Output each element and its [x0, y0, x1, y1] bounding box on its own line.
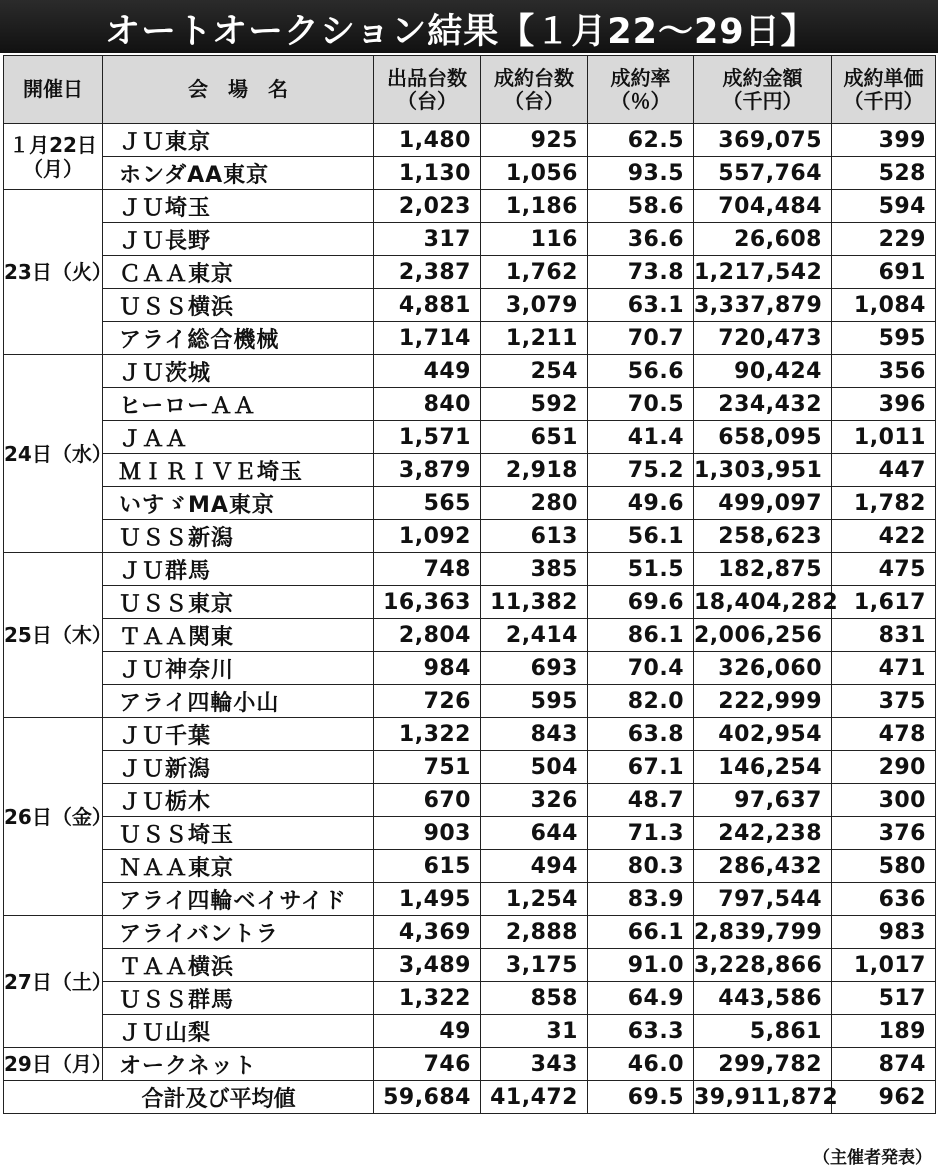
rate-cell: 66.1 [588, 916, 694, 949]
rate-cell: 62.5 [588, 124, 694, 157]
venue-cell: ヒーローＡＡ [103, 388, 374, 421]
sold-cell: 595 [481, 685, 588, 718]
sold-cell: 11,382 [481, 586, 588, 619]
venue-cell: アライバントラ [103, 916, 374, 949]
date-cell: １月22日 （月） [4, 124, 103, 190]
sold-cell: 651 [481, 421, 588, 454]
venue-cell: ＵＳＳ横浜 [103, 289, 374, 322]
amount-cell: 3,337,879 [694, 289, 832, 322]
table-row [4, 322, 936, 355]
amount-cell: 797,544 [694, 883, 832, 916]
venue-cell: ＵＳＳ東京 [103, 586, 374, 619]
listed-cell: 3,489 [374, 949, 481, 982]
amount-cell: 242,238 [694, 817, 832, 850]
table-row [4, 520, 936, 553]
listed-cell: 317 [374, 223, 481, 256]
sold-cell: 343 [481, 1048, 588, 1081]
table-row [4, 619, 936, 652]
listed-cell: 3,879 [374, 454, 481, 487]
amount-cell: 443,586 [694, 982, 832, 1015]
unit-cell: 517 [832, 982, 936, 1015]
table-row [4, 553, 936, 586]
total-listed-cell: 59,684 [374, 1081, 481, 1114]
listed-cell: 670 [374, 784, 481, 817]
table-row [4, 289, 936, 322]
rate-cell: 86.1 [588, 619, 694, 652]
unit-cell: 447 [832, 454, 936, 487]
amount-cell: 182,875 [694, 553, 832, 586]
header-rate: 成約率 （％） [588, 56, 694, 124]
rate-cell: 63.1 [588, 289, 694, 322]
listed-cell: 49 [374, 1015, 481, 1048]
rate-cell: 71.3 [588, 817, 694, 850]
total-label: 合計及び平均値 [4, 1081, 374, 1114]
rate-cell: 36.6 [588, 223, 694, 256]
venue-cell: ＣＡＡ東京 [103, 256, 374, 289]
venue-cell: ＪＵ千葉 [103, 718, 374, 751]
venue-cell: ＵＳＳ埼玉 [103, 817, 374, 850]
table-row [4, 883, 936, 916]
rate-cell: 64.9 [588, 982, 694, 1015]
listed-cell: 4,369 [374, 916, 481, 949]
listed-cell: 615 [374, 850, 481, 883]
rate-cell: 69.6 [588, 586, 694, 619]
venue-cell: ＴＡＡ関東 [103, 619, 374, 652]
sold-cell: 2,414 [481, 619, 588, 652]
sold-cell: 925 [481, 124, 588, 157]
rate-cell: 63.8 [588, 718, 694, 751]
venue-cell: ＪＡＡ [103, 421, 374, 454]
sold-cell: 858 [481, 982, 588, 1015]
date-cell: 24日（水） [4, 355, 103, 553]
listed-cell: 2,387 [374, 256, 481, 289]
amount-cell: 658,095 [694, 421, 832, 454]
amount-cell: 222,999 [694, 685, 832, 718]
rate-cell: 49.6 [588, 487, 694, 520]
listed-cell: 903 [374, 817, 481, 850]
table-row [4, 256, 936, 289]
rate-cell: 46.0 [588, 1048, 694, 1081]
rate-cell: 56.1 [588, 520, 694, 553]
header-sold: 成約台数 （台） [481, 56, 588, 124]
venue-cell: オークネット [103, 1048, 374, 1081]
sold-cell: 644 [481, 817, 588, 850]
table-row [4, 487, 936, 520]
header-date: 開催日 [4, 56, 103, 124]
table-row [4, 157, 936, 190]
amount-cell: 499,097 [694, 487, 832, 520]
total-row [4, 1081, 936, 1114]
rate-cell: 41.4 [588, 421, 694, 454]
venue-cell: ＵＳＳ群馬 [103, 982, 374, 1015]
sold-cell: 494 [481, 850, 588, 883]
amount-cell: 326,060 [694, 652, 832, 685]
sold-cell: 504 [481, 751, 588, 784]
unit-cell: 691 [832, 256, 936, 289]
unit-cell: 1,617 [832, 586, 936, 619]
unit-cell: 874 [832, 1048, 936, 1081]
amount-cell: 402,954 [694, 718, 832, 751]
listed-cell: 1,714 [374, 322, 481, 355]
venue-cell: ＪＵ新潟 [103, 751, 374, 784]
table-row [4, 685, 936, 718]
table-row [4, 784, 936, 817]
table-row [4, 1048, 936, 1081]
page-title: オートオークション結果【１月22～29日】 [105, 12, 817, 52]
listed-cell: 2,023 [374, 190, 481, 223]
listed-cell: 449 [374, 355, 481, 388]
rate-cell: 75.2 [588, 454, 694, 487]
unit-cell: 290 [832, 751, 936, 784]
unit-cell: 528 [832, 157, 936, 190]
sold-cell: 1,211 [481, 322, 588, 355]
amount-cell: 234,432 [694, 388, 832, 421]
amount-cell: 2,006,256 [694, 619, 832, 652]
amount-cell: 258,623 [694, 520, 832, 553]
venue-cell: アライ四輪小山 [103, 685, 374, 718]
rate-cell: 82.0 [588, 685, 694, 718]
amount-cell: 97,637 [694, 784, 832, 817]
rate-cell: 48.7 [588, 784, 694, 817]
date-cell: 27日（土） [4, 916, 103, 1048]
sold-cell: 3,079 [481, 289, 588, 322]
table-row [4, 388, 936, 421]
listed-cell: 2,804 [374, 619, 481, 652]
amount-cell: 1,303,951 [694, 454, 832, 487]
auction-results-table [3, 55, 936, 1114]
title-bar [0, 0, 938, 53]
unit-cell: 422 [832, 520, 936, 553]
rate-cell: 73.8 [588, 256, 694, 289]
rate-cell: 83.9 [588, 883, 694, 916]
listed-cell: 751 [374, 751, 481, 784]
unit-cell: 475 [832, 553, 936, 586]
unit-cell: 471 [832, 652, 936, 685]
header-venue: 会 場 名 [103, 56, 374, 124]
unit-cell: 580 [832, 850, 936, 883]
venue-cell: ＪＵ群馬 [103, 553, 374, 586]
listed-cell: 16,363 [374, 586, 481, 619]
total-unit-cell: 962 [832, 1081, 936, 1114]
unit-cell: 594 [832, 190, 936, 223]
listed-cell: 565 [374, 487, 481, 520]
header-amount: 成約金額 （千円） [694, 56, 832, 124]
total-amount-cell: 39,911,872 [694, 1081, 832, 1114]
rate-cell: 70.7 [588, 322, 694, 355]
table-row [4, 982, 936, 1015]
date-cell: 25日（木） [4, 553, 103, 718]
sold-cell: 254 [481, 355, 588, 388]
venue-cell: ホンダAA東京 [103, 157, 374, 190]
unit-cell: 1,782 [832, 487, 936, 520]
rate-cell: 80.3 [588, 850, 694, 883]
unit-cell: 1,017 [832, 949, 936, 982]
total-sold-cell: 41,472 [481, 1081, 588, 1114]
rate-cell: 70.5 [588, 388, 694, 421]
amount-cell: 369,075 [694, 124, 832, 157]
table-row [4, 223, 936, 256]
unit-cell: 831 [832, 619, 936, 652]
venue-cell: ＪＵ栃木 [103, 784, 374, 817]
table-row [4, 652, 936, 685]
sold-cell: 592 [481, 388, 588, 421]
rate-cell: 58.6 [588, 190, 694, 223]
venue-cell: アライ総合機械 [103, 322, 374, 355]
rate-cell: 93.5 [588, 157, 694, 190]
sold-cell: 1,056 [481, 157, 588, 190]
sold-cell: 1,254 [481, 883, 588, 916]
venue-cell: ＪＵ長野 [103, 223, 374, 256]
table-row [4, 949, 936, 982]
total-rate-cell: 69.5 [588, 1081, 694, 1114]
listed-cell: 1,130 [374, 157, 481, 190]
amount-cell: 18,404,282 [694, 586, 832, 619]
unit-cell: 229 [832, 223, 936, 256]
unit-cell: 356 [832, 355, 936, 388]
table-row [4, 718, 936, 751]
table-row [4, 421, 936, 454]
amount-cell: 26,608 [694, 223, 832, 256]
sold-cell: 385 [481, 553, 588, 586]
amount-cell: 2,839,799 [694, 916, 832, 949]
amount-cell: 557,764 [694, 157, 832, 190]
amount-cell: 90,424 [694, 355, 832, 388]
sold-cell: 280 [481, 487, 588, 520]
rate-cell: 56.6 [588, 355, 694, 388]
listed-cell: 840 [374, 388, 481, 421]
table-row [4, 586, 936, 619]
header-listed: 出品台数 （台） [374, 56, 481, 124]
sold-cell: 693 [481, 652, 588, 685]
rate-cell: 67.1 [588, 751, 694, 784]
venue-cell: ＮＡＡ東京 [103, 850, 374, 883]
unit-cell: 375 [832, 685, 936, 718]
venue-cell: ＪＵ茨城 [103, 355, 374, 388]
venue-cell: ＪＵ東京 [103, 124, 374, 157]
listed-cell: 4,881 [374, 289, 481, 322]
listed-cell: 984 [374, 652, 481, 685]
venue-cell: ＪＵ埼玉 [103, 190, 374, 223]
table-row [4, 817, 936, 850]
table-row [4, 355, 936, 388]
sold-cell: 1,186 [481, 190, 588, 223]
venue-cell: ＪＵ山梨 [103, 1015, 374, 1048]
listed-cell: 1,480 [374, 124, 481, 157]
sold-cell: 1,762 [481, 256, 588, 289]
rate-cell: 63.3 [588, 1015, 694, 1048]
unit-cell: 478 [832, 718, 936, 751]
listed-cell: 1,495 [374, 883, 481, 916]
sold-cell: 843 [481, 718, 588, 751]
amount-cell: 5,861 [694, 1015, 832, 1048]
table-row [4, 124, 936, 157]
unit-cell: 1,084 [832, 289, 936, 322]
date-cell: 23日（火） [4, 190, 103, 355]
amount-cell: 720,473 [694, 322, 832, 355]
unit-cell: 1,011 [832, 421, 936, 454]
header-unit-price: 成約単価 （千円） [832, 56, 936, 124]
amount-cell: 1,217,542 [694, 256, 832, 289]
table-row [4, 1015, 936, 1048]
amount-cell: 299,782 [694, 1048, 832, 1081]
table-row [4, 454, 936, 487]
venue-cell: アライ四輪ベイサイド [103, 883, 374, 916]
table-body [4, 124, 936, 1114]
sold-cell: 116 [481, 223, 588, 256]
amount-cell: 286,432 [694, 850, 832, 883]
venue-cell: いすゞMA東京 [103, 487, 374, 520]
unit-cell: 636 [832, 883, 936, 916]
unit-cell: 300 [832, 784, 936, 817]
table-row [4, 751, 936, 784]
venue-cell: ＪＵ神奈川 [103, 652, 374, 685]
rate-cell: 70.4 [588, 652, 694, 685]
rate-cell: 91.0 [588, 949, 694, 982]
unit-cell: 396 [832, 388, 936, 421]
unit-cell: 983 [832, 916, 936, 949]
unit-cell: 399 [832, 124, 936, 157]
listed-cell: 1,571 [374, 421, 481, 454]
sold-cell: 3,175 [481, 949, 588, 982]
header-row [4, 56, 936, 124]
unit-cell: 595 [832, 322, 936, 355]
venue-cell: ＴＡＡ横浜 [103, 949, 374, 982]
sold-cell: 31 [481, 1015, 588, 1048]
date-cell: 26日（金） [4, 718, 103, 916]
unit-cell: 376 [832, 817, 936, 850]
listed-cell: 1,322 [374, 718, 481, 751]
sold-cell: 2,888 [481, 916, 588, 949]
table-row [4, 916, 936, 949]
rate-cell: 51.5 [588, 553, 694, 586]
listed-cell: 1,092 [374, 520, 481, 553]
listed-cell: 746 [374, 1048, 481, 1081]
table-row [4, 850, 936, 883]
sold-cell: 326 [481, 784, 588, 817]
listed-cell: 748 [374, 553, 481, 586]
source-note: （主催者発表） [813, 1148, 932, 1168]
amount-cell: 704,484 [694, 190, 832, 223]
sold-cell: 2,918 [481, 454, 588, 487]
listed-cell: 1,322 [374, 982, 481, 1015]
venue-cell: ＭＩＲＩＶＥ埼玉 [103, 454, 374, 487]
date-cell: 29日（月） [4, 1048, 103, 1081]
unit-cell: 189 [832, 1015, 936, 1048]
amount-cell: 146,254 [694, 751, 832, 784]
table-row [4, 190, 936, 223]
venue-cell: ＵＳＳ新潟 [103, 520, 374, 553]
sold-cell: 613 [481, 520, 588, 553]
listed-cell: 726 [374, 685, 481, 718]
amount-cell: 3,228,866 [694, 949, 832, 982]
